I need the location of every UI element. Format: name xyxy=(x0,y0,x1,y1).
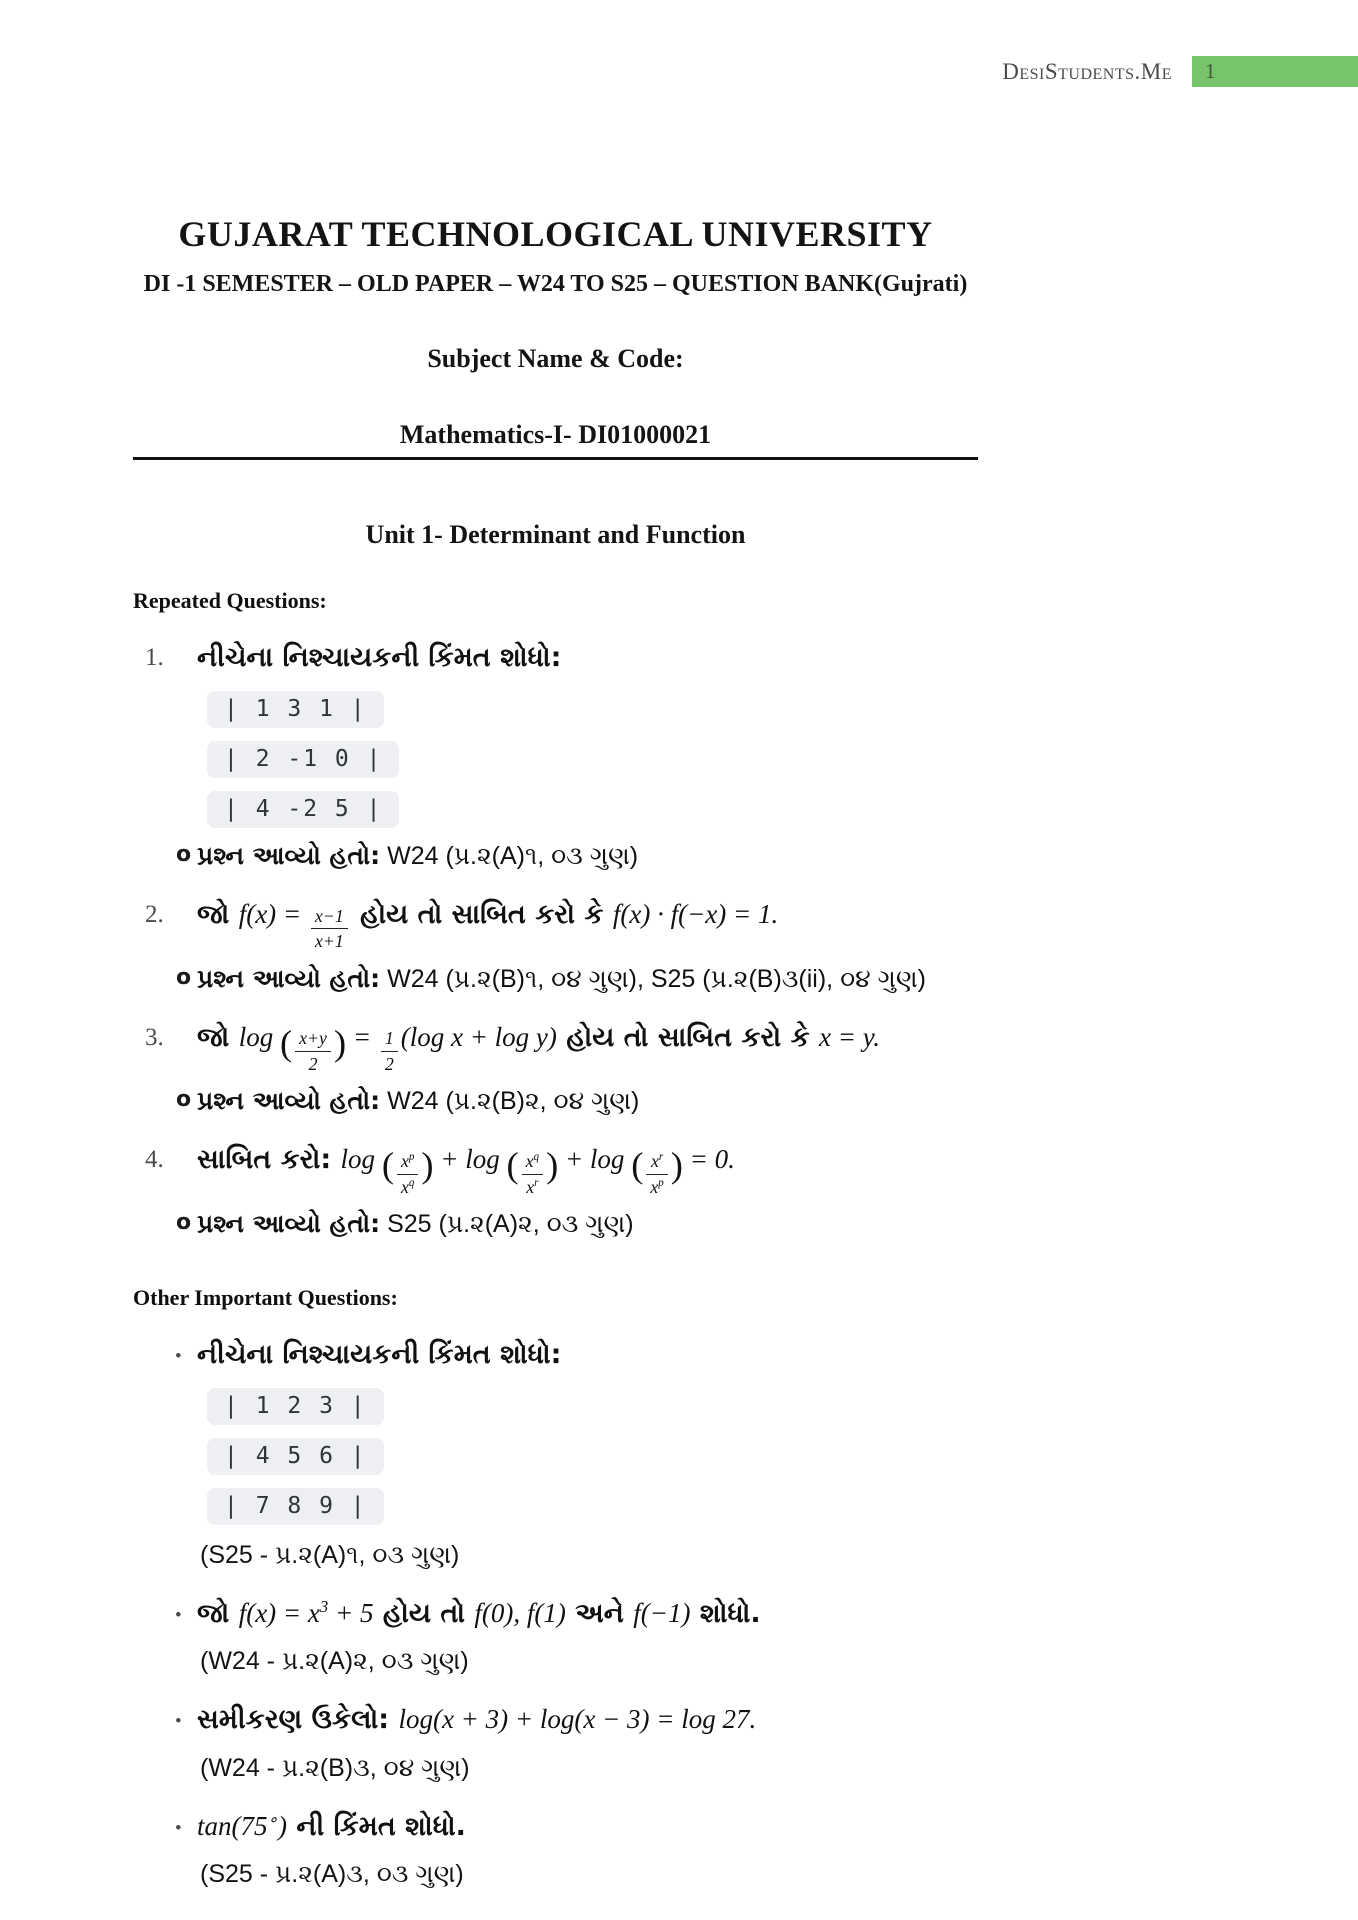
gujarati-text: હોય તો xyxy=(373,1598,475,1630)
fraction xyxy=(381,1027,398,1074)
math-fraction-group xyxy=(381,1144,434,1197)
numbered-question-item xyxy=(133,640,978,871)
page-number: 1 xyxy=(1205,59,1216,83)
math-text: f(0), f(1) xyxy=(474,1598,566,1629)
math-text: ) xyxy=(277,1810,287,1841)
question-text xyxy=(197,1596,978,1631)
math-fraction-group xyxy=(308,899,351,952)
question-text xyxy=(197,1702,978,1737)
determinant-code-block xyxy=(207,691,978,828)
gujarati-text: નીચેના નિશ્ચાયકની કિંમત શોધો: xyxy=(197,1339,562,1371)
fraction xyxy=(646,1150,667,1197)
math-text: = 0. xyxy=(682,1144,735,1175)
gujarati-text: જો xyxy=(197,1021,239,1053)
math-text: log xyxy=(238,1021,280,1052)
bullet-marker: • xyxy=(175,1605,182,1627)
gujarati-text: ની કિંમત શોધો. xyxy=(286,1810,466,1842)
math-text: + 5 xyxy=(328,1598,374,1629)
source-reference: W24 (પ્ર.૨(B)૨, ૦૪ ગુણ) xyxy=(380,1087,640,1116)
math-text: log xyxy=(340,1144,382,1175)
question-reference: (S25 - પ્ર.૨(A)૧, ૦૩ ગુણ) xyxy=(200,1541,460,1570)
right-paren: ) xyxy=(421,1145,434,1186)
math-text: x = y. xyxy=(819,1021,880,1052)
repeated-questions-list xyxy=(133,640,978,1239)
bullet-question-item xyxy=(133,1596,978,1676)
question-text xyxy=(197,640,978,675)
gujarati-text: હોય તો સાબિત કરો કે xyxy=(350,898,613,930)
fraction xyxy=(522,1150,543,1197)
site-brand: DesiStudents.Me xyxy=(1002,58,1172,84)
fraction-numerator: $x^r$ xyxy=(646,1150,667,1174)
left-paren: ( xyxy=(381,1145,394,1186)
other-questions-heading: Other Important Questions: xyxy=(133,1285,398,1311)
math-text: = xyxy=(346,1021,378,1052)
code-line xyxy=(207,1388,978,1425)
math-text: f(x) = x xyxy=(238,1598,320,1629)
right-paren: ) xyxy=(670,1145,683,1186)
question-text xyxy=(197,1809,978,1844)
subbullet-marker: o xyxy=(176,1087,192,1113)
math-text: + log xyxy=(558,1144,632,1175)
question-text xyxy=(197,897,978,952)
fraction-denominator: x+1 xyxy=(314,931,344,952)
document-body xyxy=(133,0,978,1889)
bullet-marker: • xyxy=(175,1346,182,1368)
math-text: (log x + log y) xyxy=(400,1021,557,1052)
code-line xyxy=(207,791,978,828)
gujarati-text: જો xyxy=(197,1598,239,1630)
numbered-question-item xyxy=(133,1142,978,1239)
math-text: + log xyxy=(433,1144,507,1175)
left-paren: ( xyxy=(506,1145,519,1186)
gujarati-text: હોય તો સાબિત કરો કે xyxy=(556,1021,820,1053)
question-text xyxy=(197,1020,978,1075)
fraction-numerator: $x^p$ xyxy=(397,1150,418,1174)
code-line xyxy=(207,1488,978,1525)
gujarati-text: સાબિત કરો: xyxy=(197,1144,341,1176)
bullet-question-item xyxy=(133,1809,978,1889)
page-header xyxy=(1002,56,1358,87)
determinant-row: | 7 8 9 | xyxy=(207,1488,384,1525)
question-reference: (S25 - પ્ર.૨(A)૩, ૦૩ ગુણ) xyxy=(200,1859,464,1888)
page-number-badge xyxy=(1192,56,1358,87)
question-number: 4. xyxy=(145,1146,164,1174)
math-text: f(x) · f(−x) = 1. xyxy=(612,898,779,929)
question-source-subbullet xyxy=(176,1086,978,1116)
math-text: f(−1) xyxy=(633,1598,691,1629)
math-superscript: p xyxy=(658,1176,664,1189)
right-paren: ) xyxy=(546,1145,559,1186)
question-source-subbullet xyxy=(176,963,978,994)
question-number: 3. xyxy=(145,1023,164,1051)
math-superscript: p xyxy=(408,1151,415,1164)
gujarati-text: સમીકરણ ઉકેલો: xyxy=(197,1704,399,1736)
math-text: tan(75 xyxy=(197,1810,268,1841)
fraction-numerator: x+y xyxy=(295,1027,331,1051)
fraction xyxy=(295,1027,331,1074)
subbullet-marker: o xyxy=(176,964,192,990)
gujarati-text: શોધો. xyxy=(690,1598,761,1630)
subject-value: Mathematics-I- DI01000021 xyxy=(399,419,712,449)
determinant-code-block xyxy=(207,1388,978,1525)
determinant-row: | 4 -2 5 | xyxy=(207,791,399,828)
other-questions-list xyxy=(133,1337,978,1888)
math-text: log(x + 3) + log(x − 3) = log 27. xyxy=(398,1704,757,1735)
source-reference: S25 (પ્ર.૨(A)૨, ૦૩ ગુણ) xyxy=(380,1210,634,1239)
university-title: GUJARAT TECHNOLOGICAL UNIVERSITY xyxy=(178,214,933,254)
fraction-denominator: 2 xyxy=(308,1053,318,1074)
left-paren: ( xyxy=(279,1022,293,1063)
fraction-denominator: $x^r$ xyxy=(526,1176,539,1197)
source-reference: W24 (પ્ર.૨(A)૧, ૦૩ ગુણ) xyxy=(380,841,639,870)
subbullet-marker: o xyxy=(176,1210,192,1236)
math-superscript: q xyxy=(408,1176,415,1189)
source-label: પ્રશ્ન આવ્યો હતો: xyxy=(197,1209,381,1239)
determinant-row: | 1 2 3 | xyxy=(207,1388,384,1425)
determinant-row: | 4 5 6 | xyxy=(207,1438,384,1475)
repeated-questions-heading: Repeated Questions: xyxy=(133,587,327,613)
numbered-question-item xyxy=(133,1020,978,1117)
subbullet-marker: o xyxy=(176,841,192,867)
determinant-row: | 2 -1 0 | xyxy=(207,741,399,778)
source-label: પ્રશ્ન આવ્યો હતો: xyxy=(197,963,381,993)
question-text xyxy=(197,1337,978,1372)
right-paren: ) xyxy=(333,1022,347,1063)
bullet-question-item xyxy=(133,1337,978,1570)
source-label: પ્રશ્ન આવ્યો હતો: xyxy=(197,1086,381,1116)
source-reference: W24 (પ્ર.૨(B)૧, ૦૪ ગુણ), S25 (પ્ર.૨(B)૩(ii), ૦૪ ગુણ) xyxy=(380,964,926,993)
question-source-subbullet xyxy=(176,1209,978,1239)
fraction-denominator: 2 xyxy=(384,1053,394,1074)
fraction-denominator: $x^q$ xyxy=(400,1176,415,1197)
bullet-question-item xyxy=(133,1702,978,1782)
gujarati-text: નીચેના નિશ્ચાયકની કિંમત શોધો: xyxy=(197,641,562,673)
subject-label: Subject Name & Code: xyxy=(427,343,684,373)
question-reference: (W24 - પ્ર.૨(A)૨, ૦૩ ગુણ) xyxy=(200,1647,469,1676)
question-source-subbullet xyxy=(176,840,978,871)
math-fraction-group xyxy=(506,1144,559,1197)
numbered-question-item xyxy=(133,897,978,994)
question-text xyxy=(197,1142,978,1197)
math-superscript: q xyxy=(533,1151,540,1164)
bullet-marker: • xyxy=(175,1711,182,1733)
question-number: 2. xyxy=(145,900,164,928)
math-fraction-group xyxy=(279,1022,347,1074)
fraction-numerator: x−1 xyxy=(311,905,348,929)
question-number: 1. xyxy=(145,643,164,671)
gujarati-text: અને xyxy=(565,1598,634,1630)
math-superscript: 3 xyxy=(319,1597,329,1617)
source-label: પ્રશ્ન આવ્યો હતો: xyxy=(197,840,381,870)
math-fraction-group xyxy=(378,1022,401,1074)
math-superscript: ∘ xyxy=(267,1809,278,1829)
fraction xyxy=(311,905,348,952)
question-reference: (W24 - પ્ર.૨(B)૩, ૦૪ ગુણ) xyxy=(200,1753,470,1782)
left-paren: ( xyxy=(631,1145,644,1186)
math-fraction-group xyxy=(631,1144,683,1197)
paper-subtitle: DI -1 SEMESTER – OLD PAPER – W24 TO S25 – QUESTION BANK(Gujrati) xyxy=(143,270,968,297)
math-text: f(x) = xyxy=(238,898,308,929)
fraction-numerator: 1 xyxy=(381,1027,398,1051)
fraction-denominator: $x^p$ xyxy=(650,1176,664,1197)
math-superscript: r xyxy=(658,1151,664,1164)
horizontal-rule xyxy=(133,457,978,460)
unit-title: Unit 1- Determinant and Function xyxy=(365,519,746,549)
fraction xyxy=(397,1150,418,1197)
code-line xyxy=(207,741,978,778)
math-superscript: r xyxy=(534,1176,539,1189)
bullet-marker: • xyxy=(175,1817,182,1839)
determinant-row: | 1 3 1 | xyxy=(207,691,384,728)
code-line xyxy=(207,691,978,728)
fraction-numerator: $x^q$ xyxy=(522,1150,543,1174)
code-line xyxy=(207,1438,978,1475)
gujarati-text: જો xyxy=(197,898,239,930)
